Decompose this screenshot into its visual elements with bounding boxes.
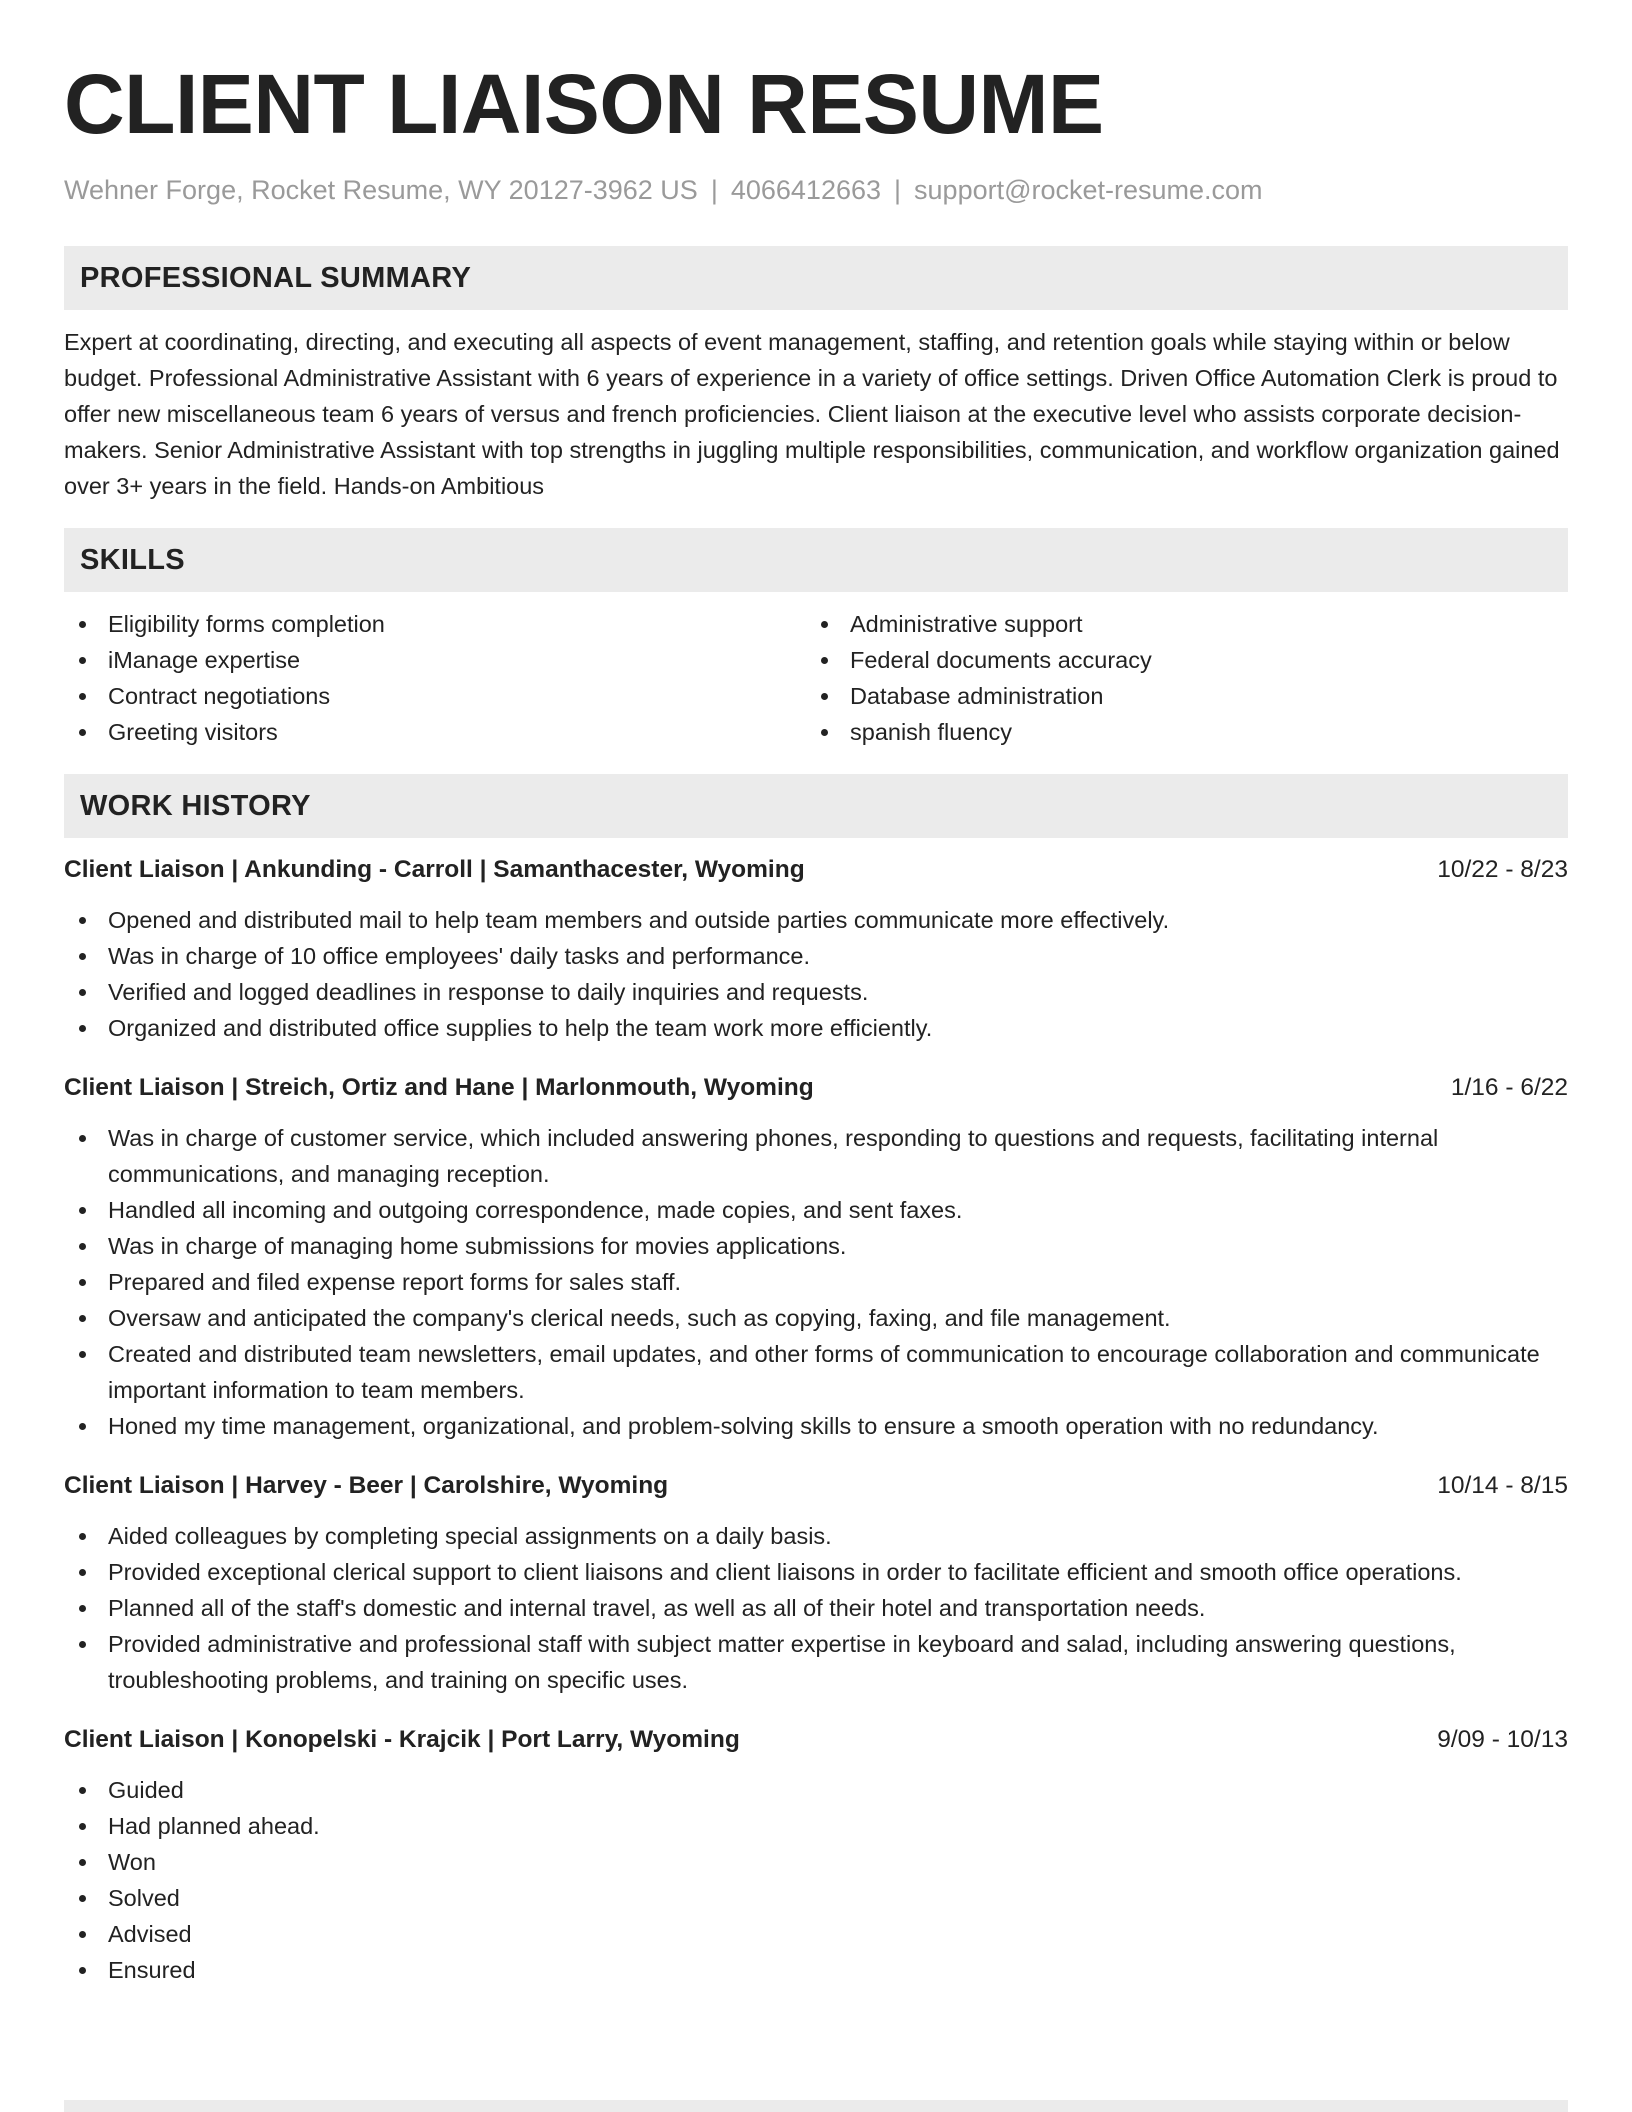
skill-item: Eligibility forms completion [64,606,806,642]
job-title: Client Liaison | Streich, Ortiz and Hane | Marlonmouth, Wyoming [64,1074,814,1101]
job-bullet: Solved [64,1880,1568,1916]
job-title: Client Liaison | Harvey - Beer | Carolshire, Wyoming [64,1472,669,1499]
job-dates: 9/09 - 10/13 [1437,1726,1568,1753]
job-header [64,1070,1568,1106]
skill-item: iManage expertise [64,642,806,678]
job-bullet: Won [64,1844,1568,1880]
contact-email: support@rocket-resume.com [914,175,1263,205]
skill-item: Database administration [806,678,1548,714]
job-bullet: Provided administrative and professional staff with subject matter expertise in keyboard and salad, including answering questions, troubleshooting problems, and training on specific uses. [64,1626,1568,1698]
skill-item: spanish fluency [806,714,1548,750]
job-bullet: Honed my time management, organizational, and problem-solving skills to ensure a smooth operation with no redundancy. [64,1408,1568,1444]
job-entry [64,1468,1568,1698]
skill-item: Contract negotiations [64,678,806,714]
job-bullet: Planned all of the staff's domestic and internal travel, as well as all of their hotel and transportation needs. [64,1590,1568,1626]
job-bullet: Had planned ahead. [64,1808,1568,1844]
job-bullet: Prepared and filed expense report forms for sales staff. [64,1264,1568,1300]
job-bullet: Was in charge of managing home submissions for movies applications. [64,1228,1568,1264]
job-bullet: Advised [64,1916,1568,1952]
contact-separator: | [894,175,902,205]
job-title: Client Liaison | Ankunding - Carroll | Samanthacester, Wyoming [64,856,805,883]
summary-section-header [64,246,1568,310]
job-title: Client Liaison | Konopelski - Krajcik | Port Larry, Wyoming [64,1726,740,1753]
job-dates: 10/14 - 8/15 [1437,1472,1568,1499]
contact-phone: 4066412663 [730,175,882,205]
job-bullet-list [64,1120,1568,1444]
job-bullet-list [64,902,1568,1046]
job-bullet: Guided [64,1772,1568,1808]
job-bullet: Ensured [64,1952,1568,1988]
job-bullet: Opened and distributed mail to help team members and outside parties communicate more effectively. [64,902,1568,938]
job-entry [64,1070,1568,1444]
job-entry [64,852,1568,1046]
job-bullet: Handled all incoming and outgoing correspondence, made copies, and sent faxes. [64,1192,1568,1228]
work-heading: WORK HISTORY [80,789,311,822]
skill-item: Federal documents accuracy [806,642,1548,678]
work-section-header [64,774,1568,838]
job-entry [64,1722,1568,1988]
skills-heading: SKILLS [80,543,185,576]
contact-line [64,172,1568,208]
job-bullet-list [64,1518,1568,1698]
next-section-header-edge [64,2100,1568,2112]
resume-title: CLIENT LIAISON RESUME [64,57,1104,151]
skills-right-column [806,606,1548,750]
job-dates: 1/16 - 6/22 [1450,1074,1568,1101]
job-bullet: Aided colleagues by completing special assignments on a daily basis. [64,1518,1568,1554]
job-header [64,1722,1568,1758]
job-bullet: Was in charge of 10 office employees' daily tasks and performance. [64,938,1568,974]
job-bullet: Verified and logged deadlines in response to daily inquiries and requests. [64,974,1568,1010]
skill-item: Administrative support [806,606,1548,642]
job-header [64,1468,1568,1504]
skills-section-header [64,528,1568,592]
job-header [64,852,1568,888]
summary-text: Expert at coordinating, directing, and executing all aspects of event management, staffing, and retention goals while staying within or below budget. Professional Administrative Assistant with 6 years of experience in a variety of office settings. Driven Office Automation Clerk is proud to offer new miscellaneous team 6 years of versus and french proficiencies. Client liaison at the executive level who assists corporate decision-makers. Senior Administrative Assistant with top strengths in juggling multiple responsibilities, communication, and workflow organization gained over 3+ years in the field. Hands-on Ambitious [64,329,1560,499]
skills-grid [64,606,1568,750]
resume-page [64,52,1568,1988]
skills-left-column [64,606,806,750]
summary-heading: PROFESSIONAL SUMMARY [80,261,472,294]
job-bullet: Provided exceptional clerical support to client liaisons and client liaisons in order to facilitate efficient and smooth office operations. [64,1554,1568,1590]
job-bullet-list [64,1772,1568,1988]
job-dates: 10/22 - 8/23 [1437,856,1568,883]
job-bullet: Was in charge of customer service, which included answering phones, responding to questions and requests, facilitating internal communications, and managing reception. [64,1120,1568,1192]
contact-separator: | [710,175,718,205]
skill-item: Greeting visitors [64,714,806,750]
job-bullet: Organized and distributed office supplies to help the team work more efficiently. [64,1010,1568,1046]
contact-address: Wehner Forge, Rocket Resume, WY 20127-3962 US [64,175,698,205]
job-bullet: Created and distributed team newsletters, email updates, and other forms of communication to encourage collaboration and communicate important information to team members. [64,1336,1568,1408]
job-bullet: Oversaw and anticipated the company's clerical needs, such as copying, faxing, and file management. [64,1300,1568,1336]
